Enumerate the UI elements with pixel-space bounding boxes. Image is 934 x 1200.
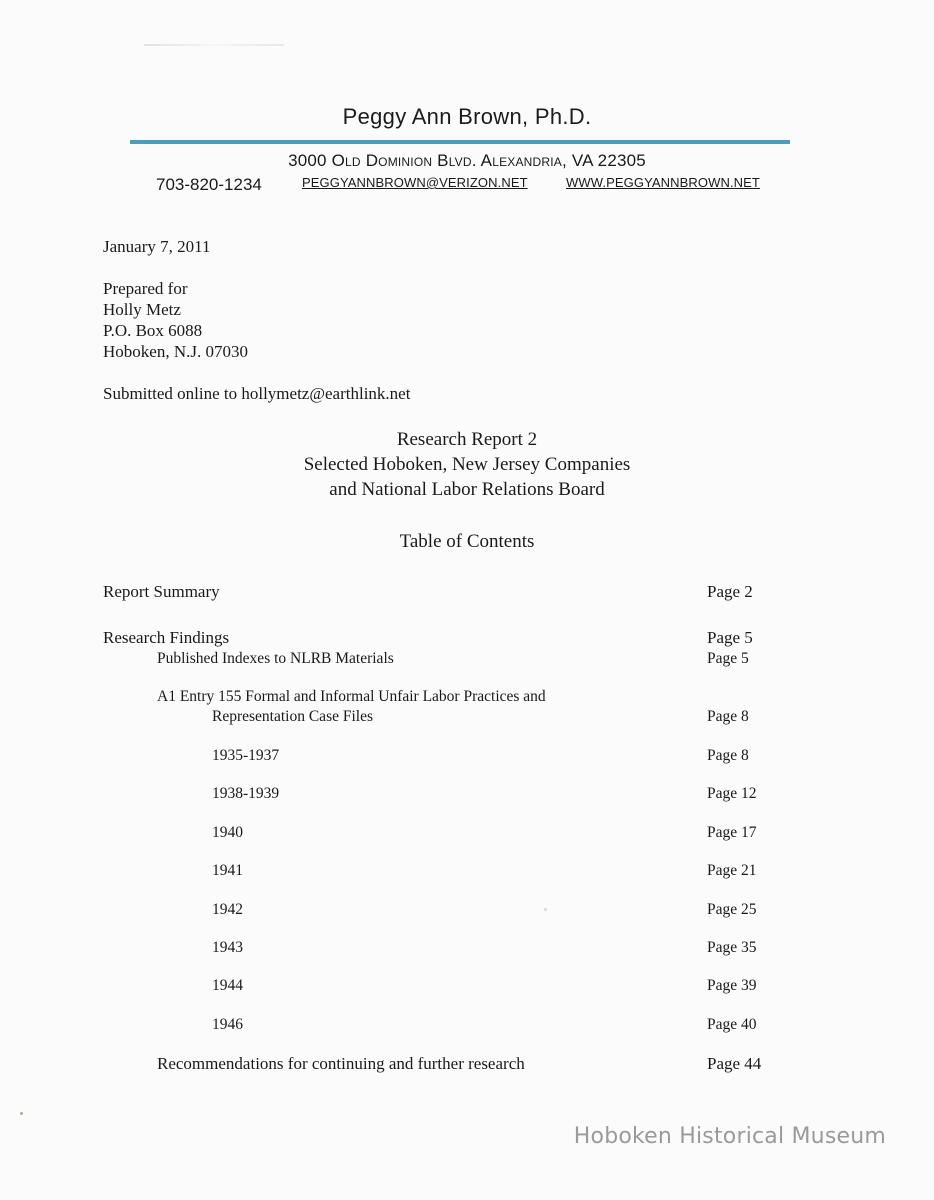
toc-entry-label: Research Findings — [103, 628, 230, 647]
recipient-city: Hoboken, N.J. 07030 — [103, 342, 248, 361]
report-subtitle-2: and National Labor Relations Board — [329, 479, 605, 500]
toc-entry-label: 1941 — [212, 862, 243, 879]
toc-entry-label: 1940 — [212, 824, 243, 841]
toc-entry-label: 1942 — [212, 901, 243, 918]
letterhead-email-link[interactable]: PEGGYANNBROWN@VERIZON.NET — [302, 175, 528, 190]
report-title: Research Report 2 — [396, 429, 538, 450]
letterhead-name: Peggy Ann Brown, Ph.D. — [342, 104, 592, 129]
toc-entry-page: Page 35 — [707, 939, 757, 956]
toc-entry-page: Page 17 — [707, 824, 757, 841]
report-subtitle-1: Selected Hoboken, New Jersey Companies — [303, 454, 631, 475]
toc-entry-label: 1943 — [212, 939, 243, 956]
toc-title: Table of Contents — [399, 531, 535, 552]
letterhead-phone: 703-820-1234 — [156, 175, 262, 194]
letterhead-address: 3000 Old Dominion Blvd. Alexandria, VA 22305 — [288, 151, 646, 170]
toc-entry-label: 1944 — [212, 977, 243, 994]
letterhead-website-link[interactable]: WWW.PEGGYANNBROWN.NET — [566, 175, 760, 190]
toc-entry-label: 1935-1937 — [212, 747, 280, 764]
toc-entry-label: Representation Case Files — [212, 708, 373, 725]
toc-entry-page: Page 44 — [707, 1054, 762, 1073]
toc-entry-page: Page 5 — [707, 650, 749, 667]
recipient-name: Holly Metz — [103, 300, 181, 319]
toc-entry-page: Page 12 — [707, 785, 757, 802]
toc-entry-label: 1946 — [212, 1016, 243, 1033]
scan-artifact — [144, 44, 284, 46]
toc-entry-page: Page 2 — [707, 582, 753, 601]
toc-entry-label: 1938-1939 — [212, 785, 280, 802]
toc-entry-page: Page 40 — [707, 1016, 757, 1033]
recipient-po-box: P.O. Box 6088 — [103, 321, 203, 340]
letterhead-rule — [130, 140, 790, 144]
submitted-line: Submitted online to hollymetz@earthlink.net — [103, 384, 411, 403]
letter-date: January 7, 2011 — [103, 237, 211, 256]
toc-entry-page: Page 39 — [707, 977, 757, 994]
scan-speck — [544, 908, 547, 911]
toc-entry-page: Page 8 — [707, 747, 749, 764]
toc-entry-label: Report Summary — [103, 582, 220, 601]
toc-entry-page: Page 21 — [707, 862, 757, 879]
toc-entry-label: Published Indexes to NLRB Materials — [157, 650, 394, 667]
scan-speck — [20, 1112, 23, 1115]
toc-entry-label: A1 Entry 155 Formal and Informal Unfair Labor Practices and — [157, 688, 546, 705]
toc-entry-page: Page 8 — [707, 708, 749, 725]
toc-entry-page: Page 25 — [707, 901, 757, 918]
prepared-for-label: Prepared for — [103, 279, 188, 298]
museum-watermark: Hoboken Historical Museum — [573, 1124, 886, 1149]
toc-entry-page: Page 5 — [707, 628, 753, 647]
toc-entry-label: Recommendations for continuing and further research — [157, 1054, 525, 1073]
